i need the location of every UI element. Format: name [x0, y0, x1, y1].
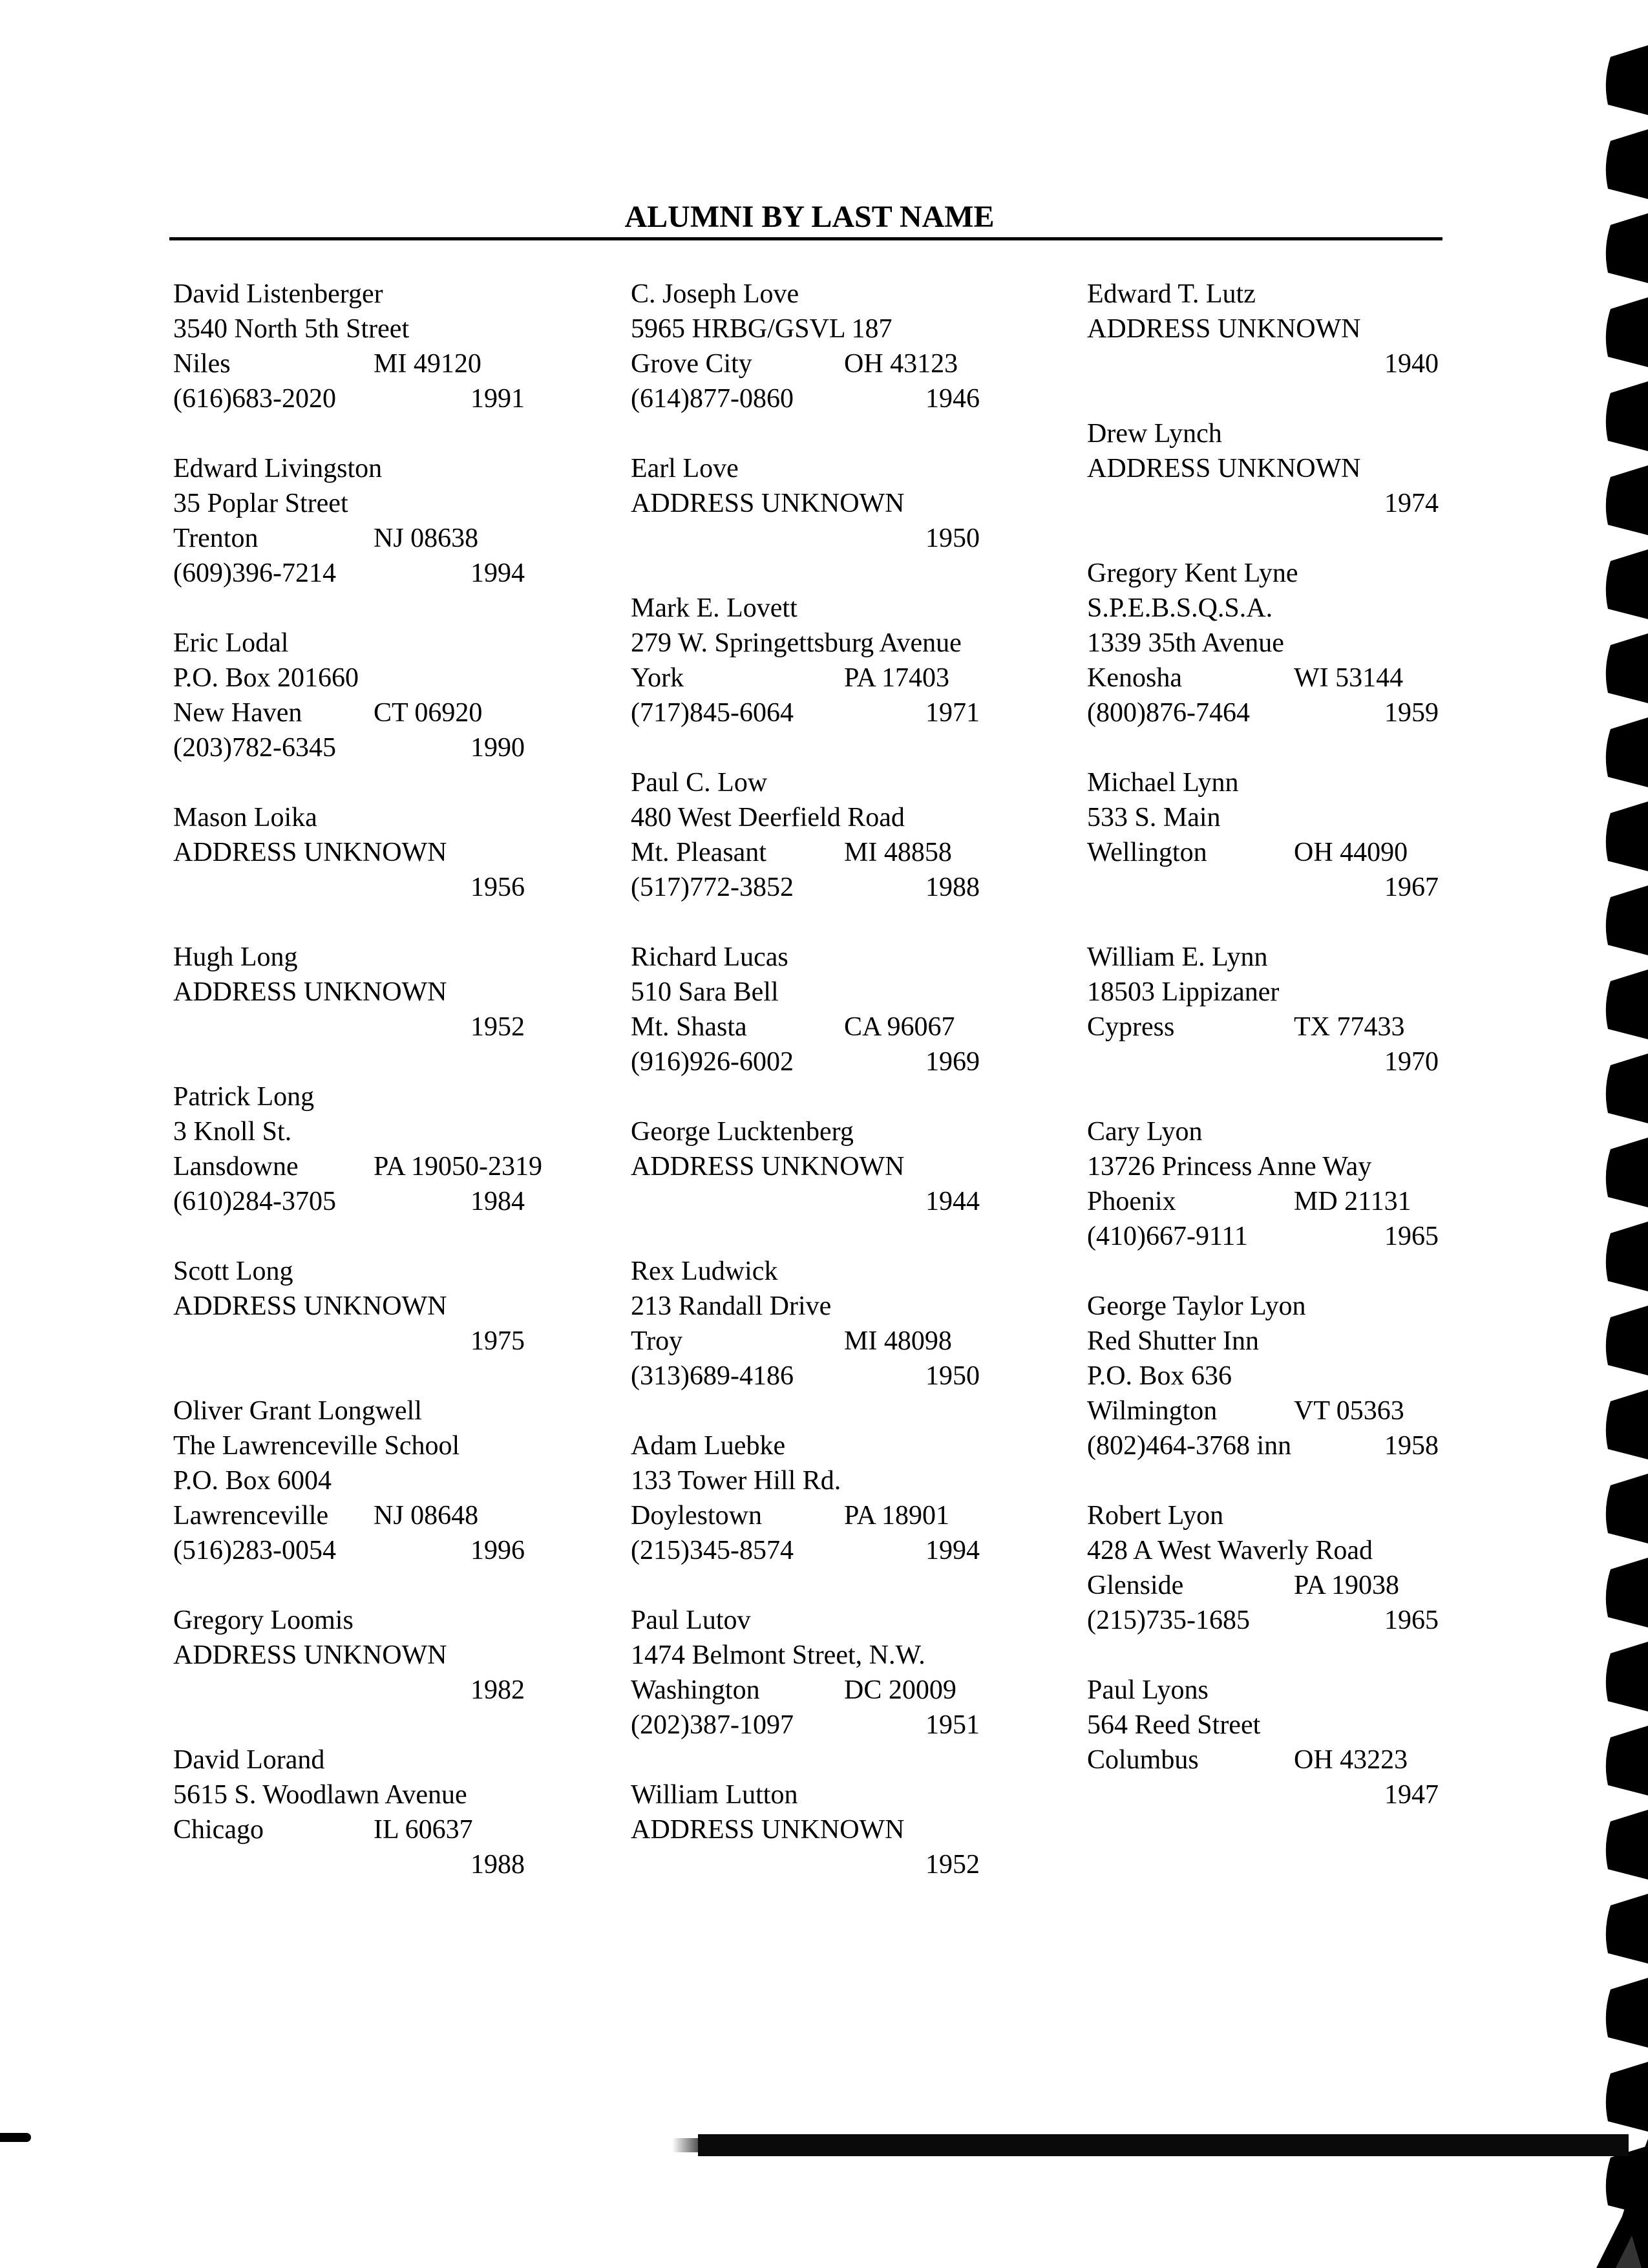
address-line: 428 A West Waverly Road: [1087, 1536, 1373, 1565]
address-line: 564 Reed Street: [1087, 1710, 1261, 1740]
phone-year-row: [173, 870, 600, 905]
city: Mt. Pleasant: [631, 838, 766, 867]
address-line: ADDRESS UNKNOWN: [631, 489, 905, 518]
phone: (800)876-7464: [1087, 698, 1250, 728]
address-line: 1474 Belmont Street, N.W.: [631, 1640, 925, 1670]
alumni-entry: [631, 451, 1057, 556]
alumni-column-3: [1087, 277, 1514, 1847]
address-line: 3540 North 5th Street: [173, 314, 410, 344]
class-year: 1952: [925, 1850, 980, 1880]
class-year: 1967: [1384, 873, 1439, 902]
state-zip: PA 17403: [844, 663, 950, 693]
phone-year-row: [1087, 346, 1514, 381]
phone: (517)772-3852: [631, 873, 794, 902]
class-year: 1971: [925, 698, 980, 728]
phone-year-row: [631, 1533, 1057, 1568]
class-year: 1974: [1384, 489, 1439, 518]
alumni-entry: [173, 1603, 600, 1708]
alumni-name: Gregory Kent Lyne: [1087, 558, 1298, 588]
phone-year-row: [173, 1673, 600, 1708]
alumni-entry: [631, 1603, 1057, 1743]
class-year: 1959: [1384, 698, 1439, 728]
title-rule: [169, 237, 1442, 240]
city-state-row: [631, 1673, 1057, 1708]
alumni-entry: [173, 451, 600, 591]
class-year: 1990: [470, 733, 525, 763]
alumni-entry: [1087, 1289, 1514, 1463]
class-year: 1965: [1384, 1222, 1439, 1251]
binding-hole: [1606, 381, 1648, 451]
class-year: 1994: [925, 1536, 980, 1565]
alumni-name: William Lutton: [631, 1780, 798, 1810]
address-line: ADDRESS UNKNOWN: [1087, 314, 1361, 344]
city: Chicago: [173, 1815, 264, 1845]
class-year: 1951: [925, 1710, 980, 1740]
alumni-name: Adam Luebke: [631, 1431, 786, 1461]
city-state-row: [173, 1149, 600, 1184]
alumni-name: Paul Lutov: [631, 1606, 751, 1635]
city-state-row: [1087, 1394, 1514, 1428]
alumni-entry: [631, 1777, 1057, 1882]
scan-shadow-bar: [698, 2134, 1629, 2156]
phone-year-row: [631, 1184, 1057, 1219]
binding-hole: [1606, 1390, 1648, 1459]
alumni-name: Richard Lucas: [631, 942, 788, 972]
city: Lansdowne: [173, 1152, 299, 1182]
class-year: 1975: [470, 1326, 525, 1356]
class-year: 1988: [470, 1850, 525, 1880]
alumni-entry: [173, 1394, 600, 1568]
alumni-name: William E. Lynn: [1087, 942, 1268, 972]
phone-year-row: [173, 1847, 600, 1882]
class-year: 1970: [1384, 1047, 1439, 1077]
binding-hole: [1606, 1978, 1648, 2048]
state-zip: NJ 08648: [374, 1501, 479, 1531]
phone: (616)683-2020: [173, 384, 336, 414]
alumni-entry: [173, 940, 600, 1044]
class-year: 1969: [925, 1047, 980, 1077]
binding-hole: [1606, 2062, 1648, 2132]
class-year: 1982: [470, 1675, 525, 1705]
phone-year-row: [173, 1324, 600, 1359]
alumni-name: Paul C. Low: [631, 768, 768, 798]
alumni-name: Edward T. Lutz: [1087, 279, 1256, 309]
alumni-entry: [173, 626, 600, 765]
binding-hole: [1606, 633, 1648, 703]
alumni-name: Earl Love: [631, 454, 739, 483]
alumni-entry: [631, 1114, 1057, 1219]
city: Mt. Shasta: [631, 1012, 747, 1042]
class-year: 1996: [470, 1536, 525, 1565]
class-year: 1946: [925, 384, 980, 414]
state-zip: NJ 08638: [374, 524, 479, 553]
alumni-entry: [631, 940, 1057, 1079]
city-state-row: [173, 1812, 600, 1847]
phone-year-row: [173, 381, 600, 416]
address-line: P.O. Box 201660: [173, 663, 359, 693]
address-line: The Lawrenceville School: [173, 1431, 460, 1461]
state-zip: TX 77433: [1294, 1012, 1405, 1042]
city-state-row: [631, 1498, 1057, 1533]
address-line: 35 Poplar Street: [173, 489, 348, 518]
class-year: 1984: [470, 1187, 525, 1216]
phone: (516)283-0054: [173, 1536, 336, 1565]
city-state-row: [631, 661, 1057, 695]
address-line: 5965 HRBG/GSVL 187: [631, 314, 893, 344]
address-line: 279 W. Springettsburg Avenue: [631, 628, 962, 658]
alumni-name: Mason Loika: [173, 803, 317, 832]
phone: (609)396-7214: [173, 558, 336, 588]
phone: (215)345-8574: [631, 1536, 794, 1565]
alumni-entry: [173, 1079, 600, 1219]
phone: (202)387-1097: [631, 1710, 794, 1740]
phone-year-row: [631, 381, 1057, 416]
phone-year-row: [1087, 1428, 1514, 1463]
address-line: ADDRESS UNKNOWN: [173, 1640, 447, 1670]
class-year: 1950: [925, 524, 980, 553]
state-zip: OH 44090: [1294, 838, 1408, 867]
alumni-name: Gregory Loomis: [173, 1606, 354, 1635]
city: Grove City: [631, 349, 752, 379]
phone-year-row: [631, 1359, 1057, 1394]
address-line: 13726 Princess Anne Way: [1087, 1152, 1372, 1182]
state-zip: CA 96067: [844, 1012, 955, 1042]
city: Washington: [631, 1675, 760, 1705]
city-state-row: [173, 521, 600, 556]
phone: (614)877-0860: [631, 384, 794, 414]
state-zip: MI 49120: [374, 349, 481, 379]
address-line: ADDRESS UNKNOWN: [1087, 454, 1361, 483]
city-state-row: [631, 835, 1057, 870]
state-zip: MI 48858: [844, 838, 952, 867]
phone-year-row: [1087, 870, 1514, 905]
binding-hole: [1606, 549, 1648, 619]
phone: (203)782-6345: [173, 733, 336, 763]
alumni-name: Paul Lyons: [1087, 1675, 1209, 1705]
phone: (802)464-3768 inn: [1087, 1431, 1292, 1461]
alumni-name: Robert Lyon: [1087, 1501, 1224, 1531]
binding-hole: [1606, 45, 1648, 115]
state-zip: MD 21131: [1294, 1187, 1411, 1216]
phone-year-row: [1087, 1603, 1514, 1638]
alumni-entry: [173, 1743, 600, 1882]
class-year: 1947: [1384, 1780, 1439, 1810]
class-year: 1958: [1384, 1431, 1439, 1461]
alumni-name: David Listenberger: [173, 279, 383, 309]
address-line: ADDRESS UNKNOWN: [173, 1291, 447, 1321]
alumni-entry: [631, 591, 1057, 730]
binding-hole: [1606, 1726, 1648, 1796]
state-zip: OH 43123: [844, 349, 958, 379]
state-zip: VT 05363: [1294, 1396, 1404, 1426]
alumni-name: Michael Lynn: [1087, 768, 1239, 798]
phone: (215)735-1685: [1087, 1606, 1250, 1635]
city: Wilmington: [1087, 1396, 1218, 1426]
city-state-row: [1087, 1568, 1514, 1603]
phone: (610)284-3705: [173, 1187, 336, 1216]
alumni-name: C. Joseph Love: [631, 279, 799, 309]
address-line: 1339 35th Avenue: [1087, 628, 1284, 658]
address-line: 18503 Lippizaner: [1087, 977, 1280, 1007]
binding-hole: [1606, 970, 1648, 1039]
binding-hole: [1606, 1306, 1648, 1375]
state-zip: WI 53144: [1294, 663, 1404, 693]
alumni-entry: [631, 765, 1057, 905]
address-line: Red Shutter Inn: [1087, 1326, 1259, 1356]
alumni-name: Rex Ludwick: [631, 1256, 778, 1286]
phone: (717)845-6064: [631, 698, 794, 728]
phone-year-row: [1087, 1777, 1514, 1812]
phone-year-row: [173, 1184, 600, 1219]
binding-hole: [1606, 1894, 1648, 1964]
class-year: 1994: [470, 558, 525, 588]
state-zip: IL 60637: [374, 1815, 473, 1845]
city-state-row: [1087, 1010, 1514, 1044]
phone: (916)926-6002: [631, 1047, 794, 1077]
alumni-entry: [173, 1254, 600, 1359]
address-line: 480 West Deerfield Road: [631, 803, 905, 832]
city-state-row: [173, 695, 600, 730]
phone-year-row: [1087, 695, 1514, 730]
phone-year-row: [631, 870, 1057, 905]
alumni-entry: [631, 1254, 1057, 1394]
phone: (410)667-9111: [1087, 1222, 1248, 1251]
city: Phoenix: [1087, 1187, 1176, 1216]
binding-hole: [1606, 1222, 1648, 1291]
address-line: P.O. Box 636: [1087, 1361, 1232, 1391]
phone-year-row: [631, 1708, 1057, 1743]
alumni-name: Eric Lodal: [173, 628, 289, 658]
alumni-entry: [1087, 1673, 1514, 1812]
alumni-entry: [1087, 1114, 1514, 1254]
address-line: ADDRESS UNKNOWN: [631, 1815, 905, 1845]
state-zip: PA 18901: [844, 1501, 950, 1531]
city: Doylestown: [631, 1501, 762, 1531]
spiral-binding-holes: [1577, 0, 1648, 2268]
city: Lawrenceville: [173, 1501, 329, 1531]
alumni-name: Hugh Long: [173, 942, 298, 972]
alumni-column-1: [173, 277, 600, 1917]
binding-hole: [1606, 297, 1648, 367]
alumni-column-2: [631, 277, 1057, 1917]
city-state-row: [1087, 1743, 1514, 1777]
phone-year-row: [1087, 1219, 1514, 1254]
city-state-row: [1087, 835, 1514, 870]
alumni-entry: [1087, 556, 1514, 730]
phone-year-row: [631, 521, 1057, 556]
binding-hole: [1606, 213, 1648, 283]
address-line: 213 Randall Drive: [631, 1291, 832, 1321]
state-zip: PA 19038: [1294, 1571, 1400, 1600]
class-year: 1944: [925, 1187, 980, 1216]
binding-hole: [1606, 129, 1648, 199]
scan-edge-mark: [0, 2133, 31, 2142]
address-line: S.P.E.B.S.Q.S.A.: [1087, 593, 1273, 623]
address-line: ADDRESS UNKNOWN: [173, 977, 447, 1007]
phone-year-row: [173, 1010, 600, 1044]
phone: (313)689-4186: [631, 1361, 794, 1391]
class-year: 1940: [1384, 349, 1439, 379]
page-corner-shadow: [1519, 2139, 1648, 2268]
phone-year-row: [173, 730, 600, 765]
city-state-row: [631, 346, 1057, 381]
phone-year-row: [173, 556, 600, 591]
city: Kenosha: [1087, 663, 1182, 693]
state-zip: MI 48098: [844, 1326, 952, 1356]
alumni-name: Drew Lynch: [1087, 419, 1222, 449]
alumni-name: Cary Lyon: [1087, 1117, 1203, 1147]
phone-year-row: [631, 695, 1057, 730]
alumni-name: George Lucktenberg: [631, 1117, 854, 1147]
binding-hole: [1606, 1138, 1648, 1207]
binding-hole: [1606, 885, 1648, 955]
address-line: P.O. Box 6004: [173, 1466, 332, 1496]
alumni-name: George Taylor Lyon: [1087, 1291, 1306, 1321]
binding-hole: [1606, 1474, 1648, 1543]
class-year: 1991: [470, 384, 525, 414]
class-year: 1965: [1384, 1606, 1439, 1635]
address-line: 133 Tower Hill Rd.: [631, 1466, 841, 1496]
address-line: 510 Sara Bell: [631, 977, 779, 1007]
binding-hole: [1606, 1558, 1648, 1627]
city-state-row: [631, 1324, 1057, 1359]
alumni-entry: [1087, 940, 1514, 1079]
phone-year-row: [173, 1533, 600, 1568]
alumni-entry: [173, 800, 600, 905]
phone-year-row: [1087, 1044, 1514, 1079]
city: Glenside: [1087, 1571, 1184, 1600]
binding-hole: [1606, 465, 1648, 535]
city: Trenton: [173, 524, 259, 553]
alumni-name: Edward Livingston: [173, 454, 383, 483]
binding-hole: [1606, 1642, 1648, 1712]
state-zip: CT 06920: [374, 698, 483, 728]
city: New Haven: [173, 698, 302, 728]
binding-hole: [1606, 801, 1648, 871]
class-year: 1950: [925, 1361, 980, 1391]
city: Troy: [631, 1326, 683, 1356]
city-state-row: [631, 1010, 1057, 1044]
city-state-row: [1087, 661, 1514, 695]
city-state-row: [173, 1498, 600, 1533]
alumni-entry: [1087, 416, 1514, 521]
phone-year-row: [631, 1847, 1057, 1882]
state-zip: PA 19050-2319: [374, 1152, 543, 1182]
alumni-entry: [631, 1428, 1057, 1568]
class-year: 1956: [470, 873, 525, 902]
phone-year-row: [631, 1044, 1057, 1079]
address-line: 533 S. Main: [1087, 803, 1221, 832]
city: Niles: [173, 349, 231, 379]
alumni-entry: [1087, 1498, 1514, 1638]
city: Columbus: [1087, 1745, 1199, 1775]
alumni-name: David Lorand: [173, 1745, 325, 1775]
alumni-name: Scott Long: [173, 1256, 293, 1286]
alumni-name: Oliver Grant Longwell: [173, 1396, 422, 1426]
page-title: ALUMNI BY LAST NAME: [624, 200, 995, 234]
address-line: 3 Knoll St.: [173, 1117, 292, 1147]
class-year: 1988: [925, 873, 980, 902]
binding-hole: [1606, 1054, 1648, 1123]
city: York: [631, 663, 684, 693]
address-line: ADDRESS UNKNOWN: [631, 1152, 905, 1182]
alumni-entry: [1087, 765, 1514, 905]
alumni-name: Mark E. Lovett: [631, 593, 798, 623]
address-line: 5615 S. Woodlawn Avenue: [173, 1780, 467, 1810]
address-line: ADDRESS UNKNOWN: [173, 838, 447, 867]
alumni-entry: [1087, 277, 1514, 381]
city-state-row: [1087, 1184, 1514, 1219]
state-zip: DC 20009: [844, 1675, 956, 1705]
city: Wellington: [1087, 838, 1207, 867]
city: Cypress: [1087, 1012, 1175, 1042]
phone-year-row: [1087, 486, 1514, 521]
state-zip: OH 43223: [1294, 1745, 1408, 1775]
binding-hole: [1606, 1810, 1648, 1880]
alumni-entry: [631, 277, 1057, 416]
class-year: 1952: [470, 1012, 525, 1042]
alumni-entry: [173, 277, 600, 416]
binding-hole: [1606, 717, 1648, 787]
alumni-name: Patrick Long: [173, 1082, 315, 1112]
city-state-row: [173, 346, 600, 381]
